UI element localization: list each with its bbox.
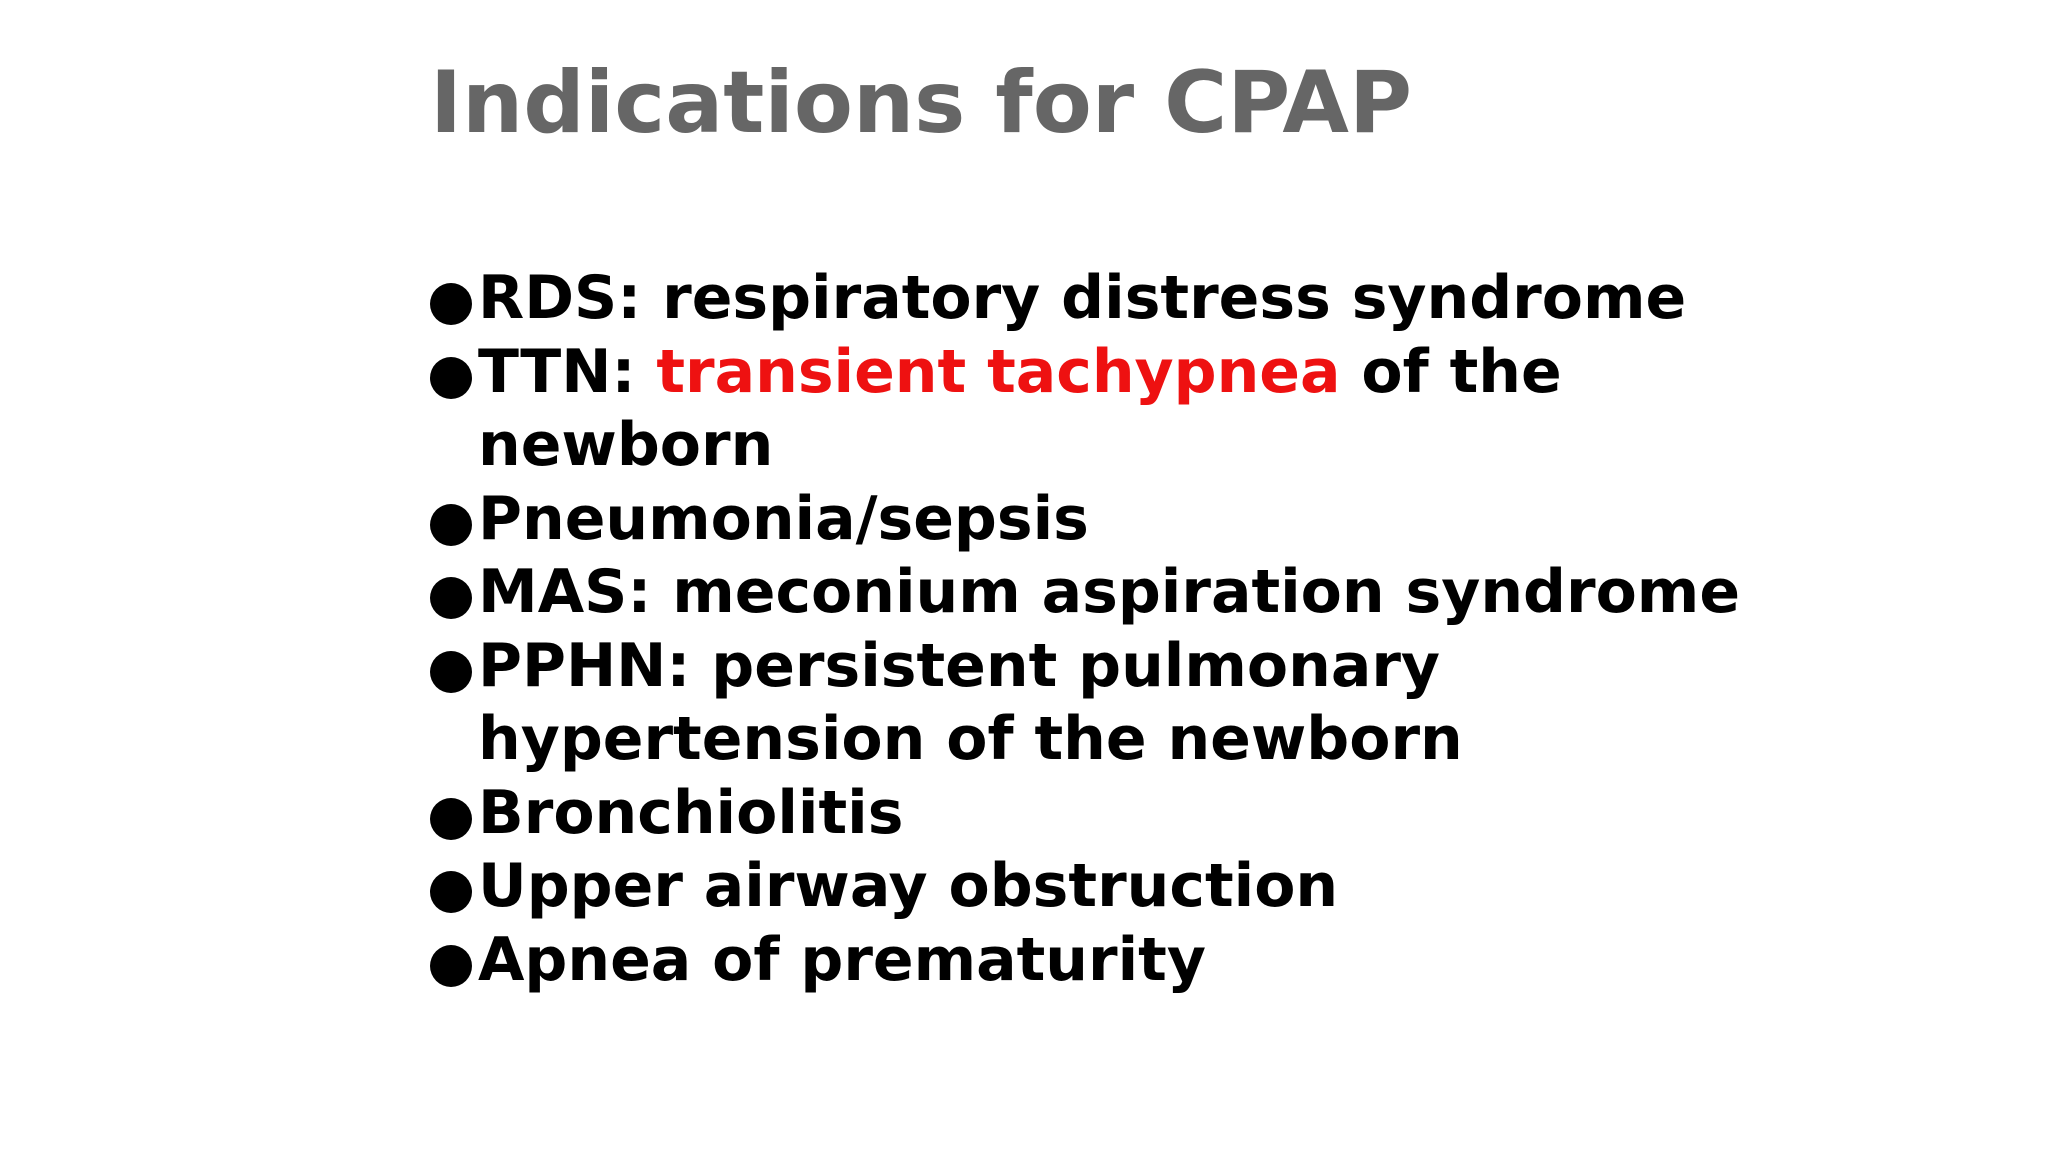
bullet-text: Apnea of prematurity	[478, 924, 1206, 995]
bullet-text-prefix: TTN:	[478, 336, 657, 407]
bullet-dot-icon	[430, 357, 472, 399]
bullet-dot-icon	[430, 504, 472, 546]
bullet-upper-airway	[430, 850, 1990, 924]
bullet-text: Pneumonia/sepsis	[478, 483, 1089, 554]
bullet-text-highlight: transient tachypnea	[656, 336, 1341, 407]
bullet-dot-icon	[430, 283, 472, 325]
bullet-text: RDS: respiratory distress syndrome	[478, 263, 1687, 333]
bullet-dot-icon	[430, 945, 472, 987]
bullet-text-continuation: newborn	[478, 410, 774, 480]
bullet-text: Bronchiolitis	[478, 777, 904, 848]
indications-list	[430, 262, 1990, 997]
bullet-text: MAS: meconium aspiration syndrome	[478, 557, 1741, 627]
bullet-pphn	[430, 630, 1990, 777]
bullet-text: Upper airway obstruction	[478, 851, 1339, 921]
bullet-text: PPHN: persistent pulmonary	[478, 630, 1441, 701]
bullet-bronchiolitis	[430, 777, 1990, 851]
bullet-mas	[430, 556, 1990, 630]
bullet-dot-icon	[430, 798, 472, 840]
bullet-dot-icon	[430, 871, 472, 913]
bullet-text-suffix: of the	[1340, 336, 1562, 407]
bullet-rds	[430, 262, 1990, 336]
bullet-apnea	[430, 924, 1990, 998]
bullet-dot-icon	[430, 651, 472, 693]
bullet-dot-icon	[430, 577, 472, 619]
bullet-ttn	[430, 336, 1990, 483]
slide-title: Indications for CPAP	[430, 53, 1412, 153]
bullet-pneumonia	[430, 483, 1990, 557]
bullet-text-continuation: hypertension of the newborn	[478, 704, 1463, 774]
